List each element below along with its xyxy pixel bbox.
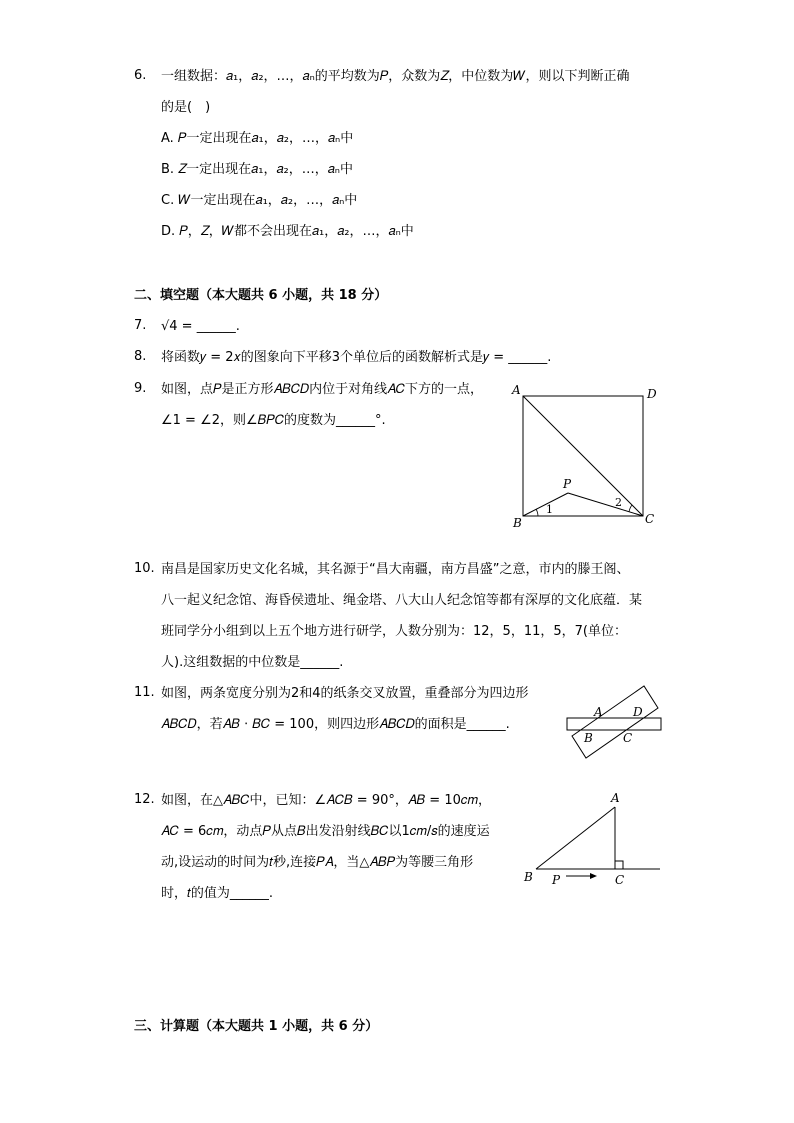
question-6-number: 6. [134, 68, 147, 83]
slanted-strip [572, 686, 658, 758]
question-7-number: 7. [134, 318, 147, 333]
question-6-stem-cont: 的是( ) [161, 100, 211, 115]
label-a: A [594, 705, 603, 719]
label-c: C [615, 873, 625, 887]
question-12-triangle-figure [520, 790, 666, 890]
label-d: D [647, 387, 657, 401]
question-7-text: √4 = ______. [161, 319, 240, 334]
question-10-line-4: 人).这组数据的中位数是______. [161, 655, 344, 670]
question-8-text: 将函数𝑦 = 2𝑥的图象向下平移3个单位后的函数解析式是𝑦 = ______. [161, 350, 552, 365]
label-d: D [633, 705, 643, 719]
label-b: B [513, 516, 522, 530]
question-11-line-1: 如图，两条宽度分别为2和4的纸条交叉放置，重叠部分为四边形 [161, 686, 529, 701]
question-12-line-4: 时，𝑡的值为______. [161, 886, 274, 901]
label-b: B [584, 731, 593, 745]
question-9-text: 如图，点𝑃是正方形𝐴𝐵𝐶𝐷内位于对角线𝐴𝐶下方的一点， [161, 382, 483, 397]
label-a: A [611, 791, 620, 805]
question-10-line-3: 班同学分小组到以上五个地方进行研学，人数分别为：12，5，11，5，7(单位： [161, 624, 627, 639]
label-c: C [645, 512, 655, 526]
label-p: P [552, 873, 561, 887]
question-12-number: 12. [134, 792, 155, 807]
question-8-number: 8. [134, 349, 147, 364]
question-11-number: 11. [134, 685, 155, 700]
label-angle-1: 1 [546, 503, 553, 516]
label-c: C [623, 731, 633, 745]
question-10-line-1: 南昌是国家历史文化名城，其名源于“昌大南疆，南方昌盛”之意，市内的滕王阁、 [161, 562, 630, 577]
question-12-line-3: 动,设运动的时间为𝑡秒,连接𝑃𝐴，当△𝐴𝐵𝑃为等腰三角形 [161, 855, 474, 870]
right-angle-marker [615, 861, 623, 869]
motion-arrowhead [590, 873, 597, 879]
side-ab [536, 807, 615, 869]
label-angle-2: 2 [615, 496, 622, 509]
horizontal-strip [567, 718, 661, 730]
label-p: P [563, 477, 572, 491]
section-2-heading: 二、填空题（本大题共 6 小题，共 18 分） [134, 288, 388, 303]
section-3-heading: 三、计算题（本大题共 1 小题，共 6 分） [134, 1019, 379, 1034]
question-6-option-d: D. 𝑃，𝑍，𝑊都不会出现在𝑎₁，𝑎₂，…，𝑎ₙ中 [161, 224, 414, 239]
question-11-line-2: 𝐴𝐵𝐶𝐷，若𝐴𝐵 ⋅ 𝐵𝐶 = 100，则四边形𝐴𝐵𝐶𝐷的面积是______. [161, 717, 510, 732]
question-6-option-b: B. 𝑍一定出现在𝑎₁，𝑎₂，…，𝑎ₙ中 [161, 162, 353, 177]
label-b: B [524, 870, 533, 884]
question-9-number: 9. [134, 381, 147, 396]
question-6-option-c: C. 𝑊一定出现在𝑎₁，𝑎₂，…，𝑎ₙ中 [161, 193, 358, 208]
angle-1-arc [536, 509, 538, 516]
question-6-stem: 一组数据：𝑎₁，𝑎₂，…，𝑎ₙ的平均数为𝑃，众数为𝑍，中位数为𝑊，则以下判断正确 [161, 69, 630, 84]
angle-2-arc [629, 505, 632, 512]
question-12-line-1: 如图，在△𝐴𝐵𝐶中，已知：∠𝐴𝐶𝐵 = 90°，𝐴𝐵 = 10𝑐𝑚， [161, 793, 491, 808]
question-9-text-cont: ∠1 = ∠2，则∠𝐵𝑃𝐶的度数为______°. [161, 413, 386, 428]
question-11-strips-figure [562, 684, 666, 766]
label-a: A [512, 384, 521, 397]
question-9-square-figure [508, 384, 668, 530]
question-6-option-a: A. 𝑃一定出现在𝑎₁，𝑎₂，…，𝑎ₙ中 [161, 131, 354, 146]
question-12-line-2: 𝐴𝐶 = 6𝑐𝑚，动点𝑃从点𝐵出发沿射线𝐵𝐶以1𝑐𝑚/𝑠的速度运 [161, 824, 490, 839]
question-10-line-2: 八一起义纪念馆、海昏侯遗址、绳金塔、八大山人纪念馆等都有深厚的文化底蕴．某 [161, 593, 643, 608]
question-10-number: 10. [134, 561, 155, 576]
